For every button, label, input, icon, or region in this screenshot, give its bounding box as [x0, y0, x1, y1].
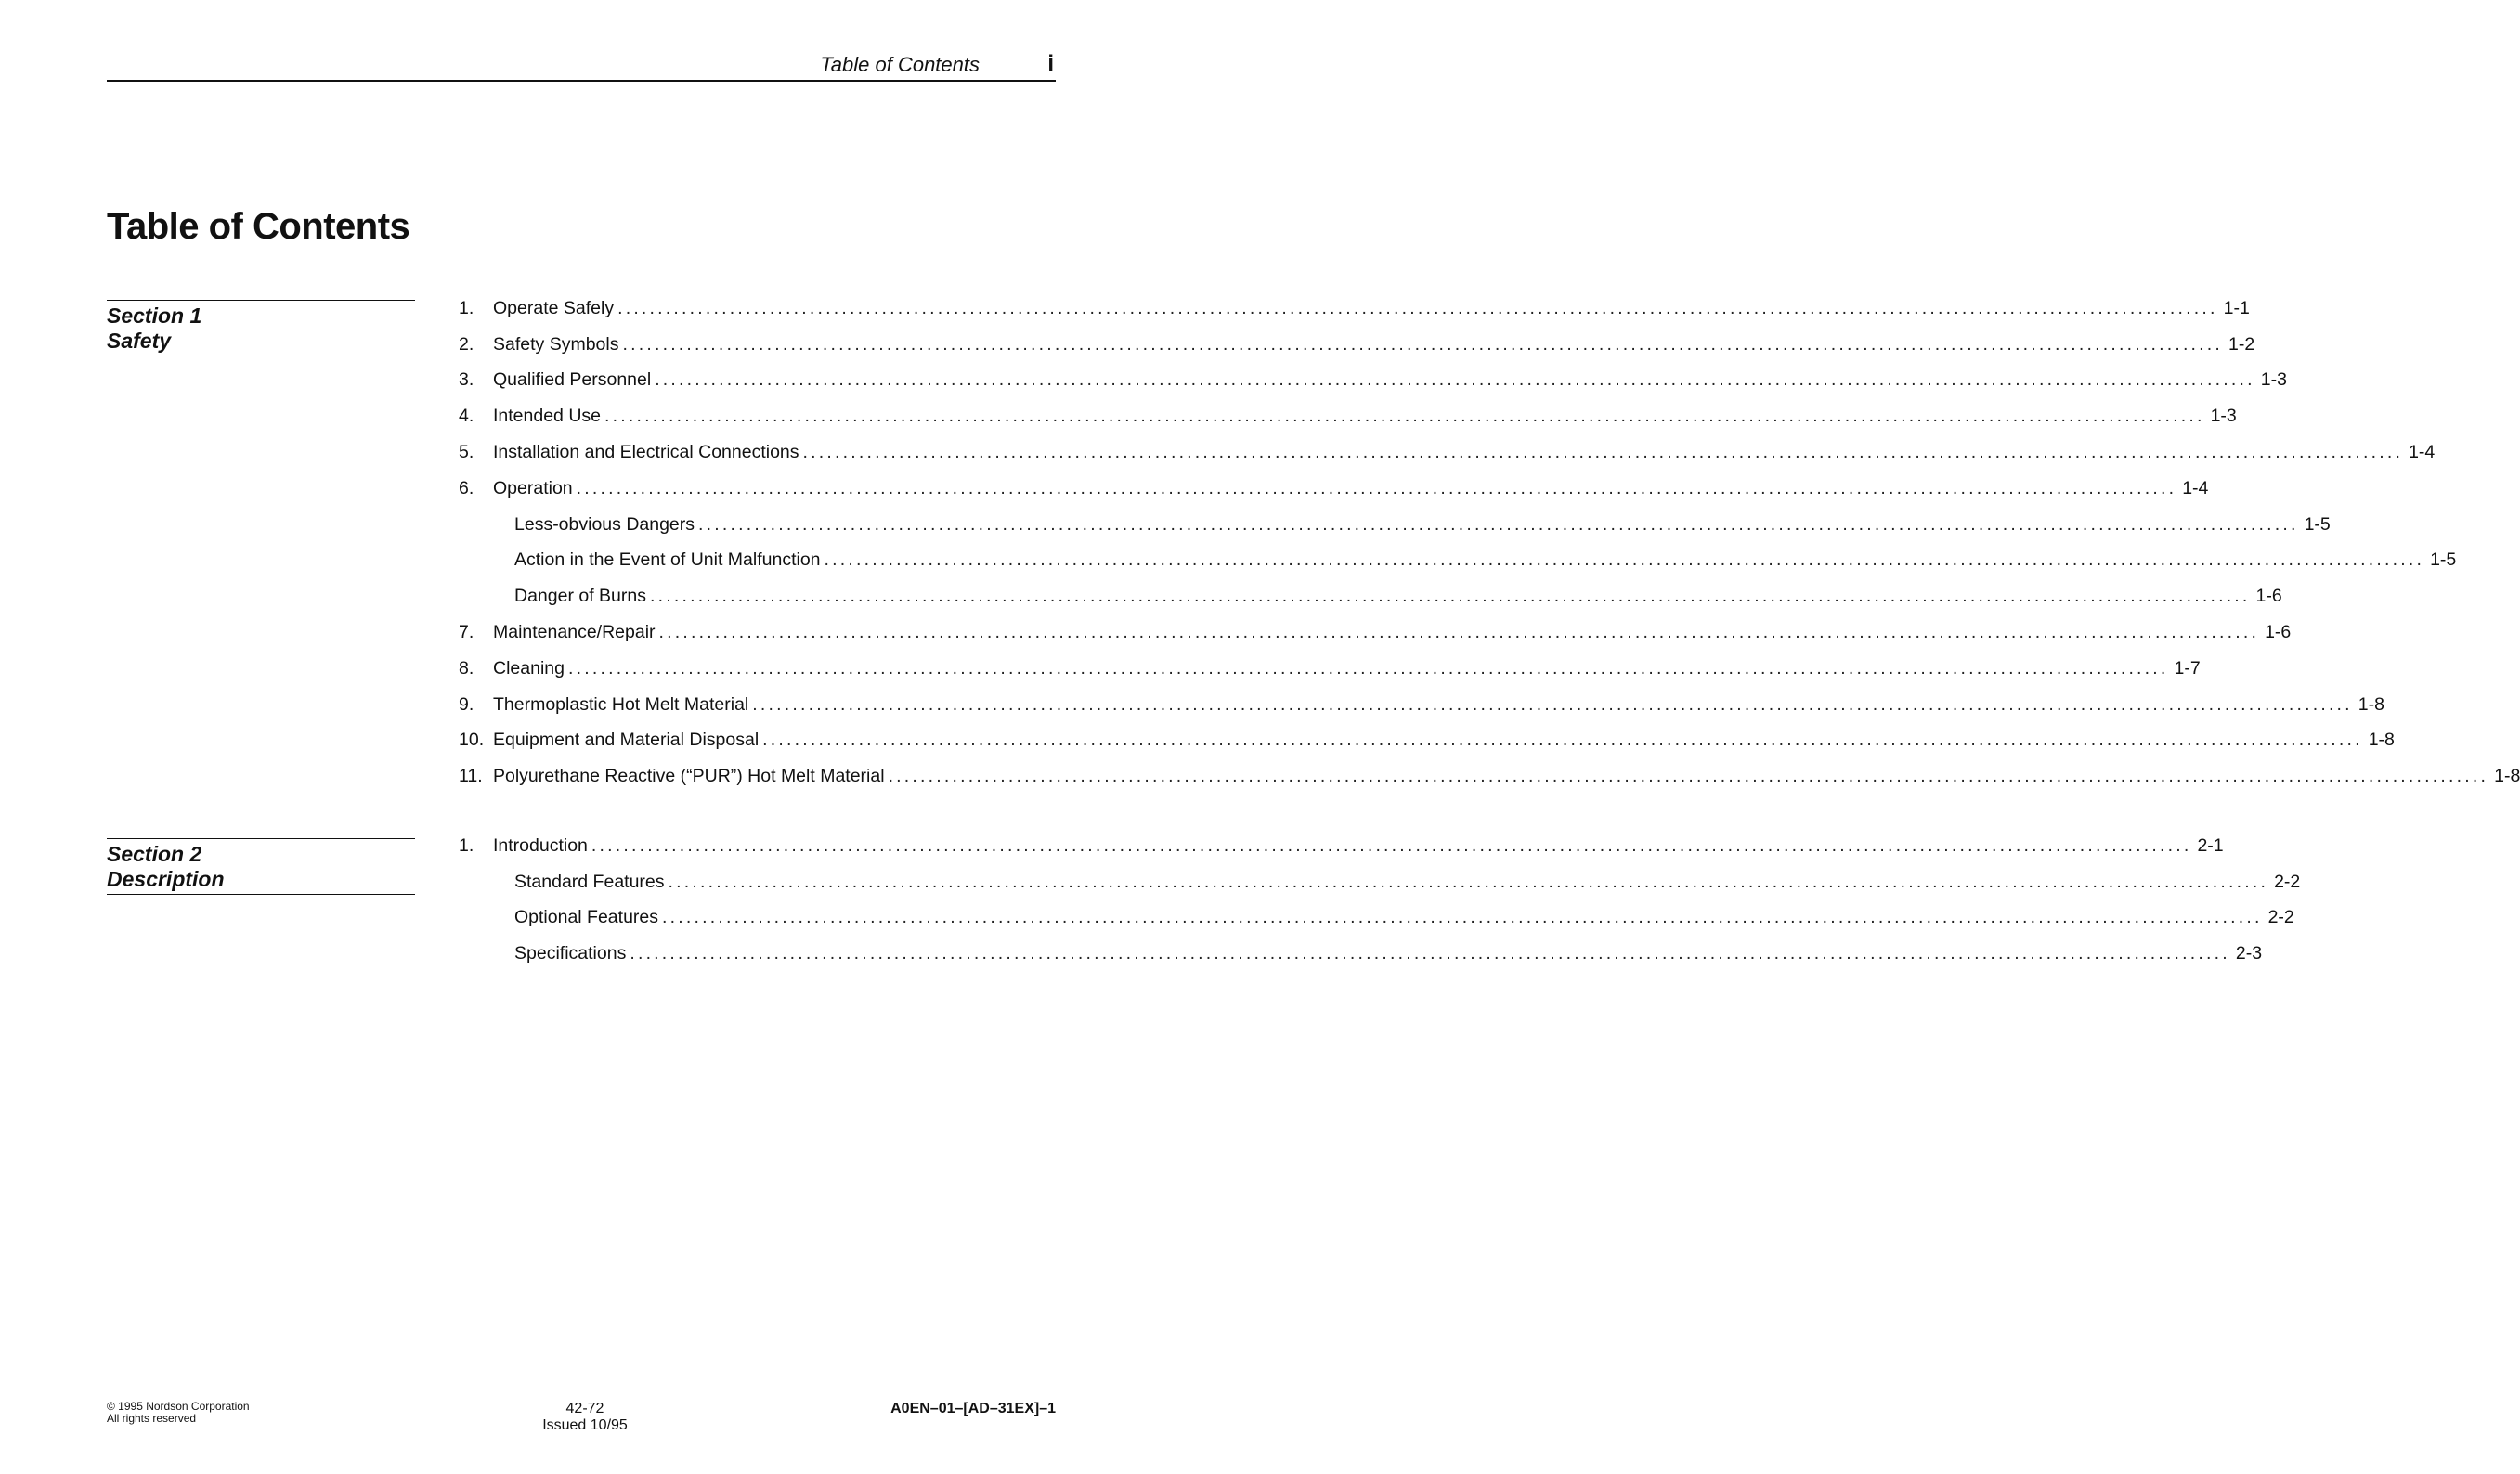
toc-entry[interactable] [459, 758, 2520, 795]
toc-entry-page: 1-3 [2260, 369, 2287, 391]
dot-leader: ........................................................................................................................................................................................................ [622, 333, 2224, 355]
section-label: Section 1 [107, 304, 202, 328]
toc-entry-number: 2. [459, 333, 474, 355]
dot-leader: ........................................................................................................................................................................................................ [655, 369, 2255, 391]
dot-leader: ........................................................................................................................................................................................................ [604, 406, 2205, 427]
toc-entry-title: Intended Use [493, 406, 602, 427]
toc-entry-page: 1-6 [2255, 586, 2282, 607]
dot-leader: ........................................................................................................................................................................................................ [650, 586, 2251, 607]
toc-entry-page: 2-1 [2197, 834, 2224, 856]
doc-number: 42-72 [565, 1401, 604, 1416]
toc-subentry[interactable] [459, 543, 2457, 579]
toc-entry-page: 1-5 [2430, 550, 2457, 571]
dot-leader: ........................................................................................................................................................................................................ [668, 871, 2269, 892]
toc-subentry[interactable] [459, 936, 2263, 972]
toc-entry-number: 1. [459, 297, 474, 318]
toc-entry-title: Less-obvious Dangers [514, 513, 695, 535]
dot-leader: ........................................................................................................................................................................................................ [658, 622, 2260, 643]
toc-entry-page: 1-5 [2304, 513, 2331, 535]
toc-entry[interactable] [459, 291, 2250, 327]
section-name: Safety [107, 329, 172, 353]
toc-entry[interactable] [459, 398, 2237, 434]
toc-entry[interactable] [459, 434, 2436, 471]
dot-leader: ........................................................................................................................................................................................................ [752, 693, 2353, 715]
toc-entry-page: 1-7 [2174, 657, 2201, 679]
toc-entry-title: Safety Symbols [493, 333, 619, 355]
dot-leader: ........................................................................................................................................................................................................ [762, 730, 2363, 751]
toc-subentry[interactable] [459, 507, 2331, 543]
toc-entry-number: 11. [459, 766, 483, 787]
dot-leader: ........................................................................................................................................................................................................ [617, 297, 2218, 318]
toc-subentry[interactable] [459, 900, 2294, 937]
toc-entry[interactable] [459, 687, 2384, 723]
toc-entry[interactable] [459, 614, 2292, 651]
section-name: Description [107, 867, 225, 891]
toc-entry-page: 1-8 [2368, 730, 2395, 751]
dot-leader: ........................................................................................................................................................................................................ [662, 907, 2263, 928]
issued-date: Issued 10/95 [542, 1417, 628, 1433]
dot-leader: ........................................................................................................................................................................................................ [567, 657, 2169, 679]
section-label: Section 2 [107, 842, 202, 866]
section-2-heading [107, 838, 415, 895]
toc-entry-title: Maintenance/Repair [493, 622, 656, 643]
page-header [107, 48, 1056, 82]
toc-entry-title: Danger of Burns [514, 586, 646, 607]
toc-entry-title: Qualified Personnel [493, 369, 652, 391]
footer-copyright [107, 1401, 250, 1425]
toc-entry-page: 1-1 [2223, 297, 2250, 318]
toc-entry-page: 1-6 [2265, 622, 2292, 643]
page-number: i [1047, 51, 1054, 76]
toc-entry-page: 1-4 [2182, 477, 2209, 498]
dot-leader: ........................................................................................................................................................................................................ [591, 834, 2192, 856]
dot-leader: ........................................................................................................................................................................................................ [576, 477, 2177, 498]
toc-entry-page: 1-3 [2210, 406, 2237, 427]
toc-entry[interactable] [459, 651, 2201, 687]
toc-entry-number: 8. [459, 657, 474, 679]
toc-entry-page: 1-4 [2409, 442, 2436, 463]
toc-entry-page: 2-2 [2274, 871, 2301, 892]
toc-entry-title: Standard Features [514, 871, 665, 892]
toc-entry-page: 2-2 [2267, 907, 2294, 928]
toc-entry-page: 2-3 [2235, 943, 2263, 964]
toc-entry-title: Optional Features [514, 907, 659, 928]
page-title: Table of Contents [107, 206, 410, 247]
toc-entry[interactable] [459, 327, 2255, 363]
toc-entry[interactable] [459, 471, 2209, 507]
toc-entry-title: Operation [493, 477, 573, 498]
footer-doc-info [497, 1401, 673, 1434]
toc-entry-title: Introduction [493, 834, 588, 856]
toc-entry-number: 3. [459, 369, 474, 391]
footer-code: A0EN–01–[AD–31EX]–1 [890, 1401, 1056, 1416]
dot-leader: ........................................................................................................................................................................................................ [698, 513, 2299, 535]
toc-entry-page: 1-8 [2494, 766, 2520, 787]
toc-entry[interactable] [459, 723, 2395, 759]
toc-entry[interactable] [459, 828, 2224, 864]
section-2-toc [459, 828, 2301, 972]
toc-entry-number: 9. [459, 693, 474, 715]
toc-entry-number: 6. [459, 477, 474, 498]
running-title: Table of Contents [820, 53, 980, 76]
toc-entry-page: 1-8 [2358, 693, 2384, 715]
toc-entry-title: Polyurethane Reactive (“PUR”) Hot Melt Material [493, 766, 885, 787]
section-1-heading [107, 300, 415, 356]
toc-entry-title: Thermoplastic Hot Melt Material [493, 693, 749, 715]
toc-entry-title: Equipment and Material Disposal [493, 730, 760, 751]
toc-entry-page: 1-2 [2228, 333, 2255, 355]
rights-text: All rights reserved [107, 1412, 197, 1425]
section-1-toc [459, 291, 2520, 795]
copyright-text: © 1995 Nordson Corporation [107, 1400, 250, 1413]
toc-entry-title: Specifications [514, 943, 627, 964]
dot-leader: ........................................................................................................................................................................................................ [630, 943, 2230, 964]
toc-entry-number: 4. [459, 406, 474, 427]
toc-entry-title: Action in the Event of Unit Malfunction [514, 550, 821, 571]
toc-entry-title: Cleaning [493, 657, 565, 679]
toc-entry[interactable] [459, 363, 2287, 399]
toc-entry-number: 7. [459, 622, 474, 643]
toc-entry-number: 5. [459, 442, 474, 463]
toc-entry-title: Operate Safely [493, 297, 615, 318]
dot-leader: ........................................................................................................................................................................................................ [888, 766, 2489, 787]
dot-leader: ........................................................................................................................................................................................................ [824, 550, 2425, 571]
toc-subentry[interactable] [459, 864, 2301, 900]
dot-leader: ........................................................................................................................................................................................................ [802, 442, 2404, 463]
toc-entry-number: 1. [459, 834, 474, 856]
toc-entry-number: 10. [459, 730, 485, 751]
toc-subentry[interactable] [459, 578, 2282, 614]
toc-entry-title: Installation and Electrical Connections [493, 442, 799, 463]
